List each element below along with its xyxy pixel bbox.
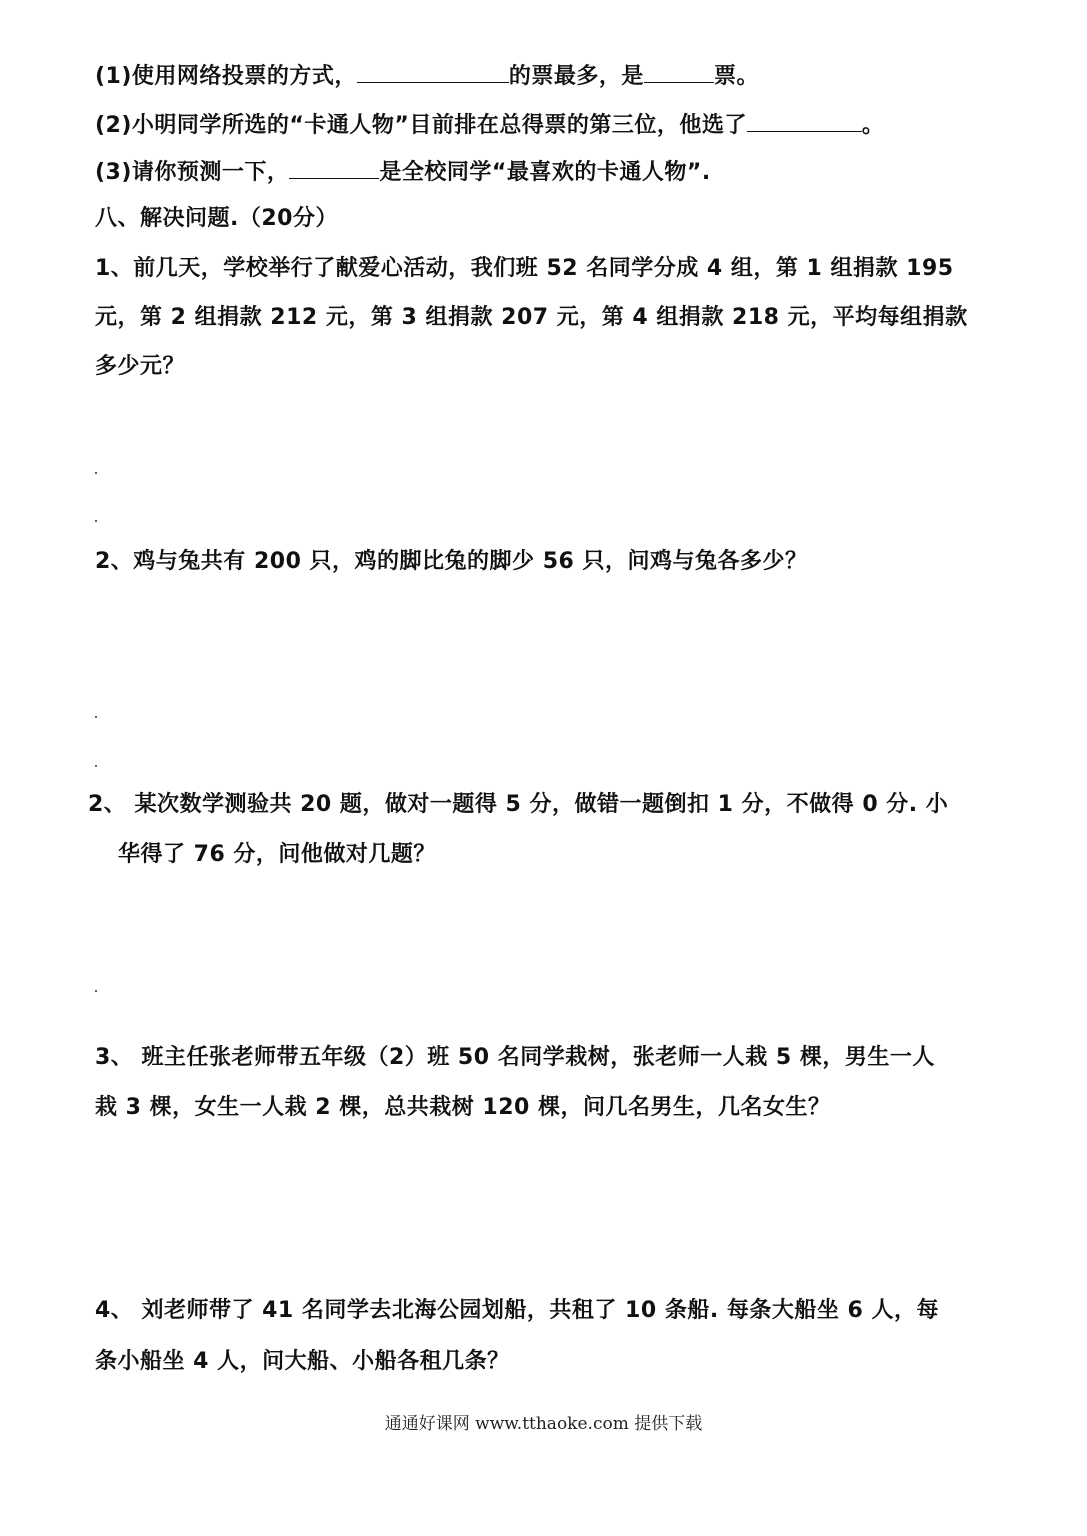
scan-speck [95, 716, 97, 718]
footer-source: 通通好课网 www.tthaoke.com 提供下载 [384, 1414, 703, 1434]
problem-5-line-1: 4、 刘老师带了 41 名同学去北海公园划船，共租了 10 条船. 每条大船坐 6 人，每 [95, 1298, 939, 1323]
problem-2-line-1: 2、鸡与兔共有 200 只，鸡的脚比兔的脚少 56 只，问鸡与兔各多少？ [95, 549, 808, 574]
answer-blank-1b[interactable] [644, 60, 714, 83]
q3-suffix: 是全校同学“最喜欢的卡通人物”. [379, 160, 711, 185]
fill-in-question-2 [95, 109, 884, 141]
fill-in-question-1 [95, 60, 759, 92]
scan-speck [95, 765, 97, 767]
scan-speck [95, 520, 97, 522]
q1-prefix: (1)使用网络投票的方式， [95, 64, 357, 89]
scan-speck [95, 990, 97, 992]
answer-blank-2[interactable] [747, 109, 862, 132]
q2-prefix: (2)小明同学所选的“卡通人物”目前排在总得票的第三位，他选了 [95, 113, 747, 138]
fill-in-question-3 [95, 156, 711, 188]
q3-prefix: (3)请你预测一下， [95, 160, 290, 185]
problem-1-line-2: 元，第 2 组捐款 212 元，第 3 组捐款 207 元，第 4 组捐款 218 元，平均每组捐款 [95, 305, 968, 330]
section-heading: 八、解决问题.（20分） [95, 206, 338, 231]
problem-1-line-1: 1、前几天，学校举行了献爱心活动，我们班 52 名同学分成 4 组，第 1 组捐款 195 [95, 256, 954, 281]
problem-5-line-2: 条小船坐 4 人，问大船、小船各租几条？ [95, 1349, 510, 1374]
q2-suffix: 。 [861, 113, 885, 138]
answer-blank-1a[interactable] [357, 60, 509, 83]
problem-1-line-3: 多少元？ [95, 354, 186, 379]
problem-4-line-1: 3、 班主任张老师带五年级（2）班 50 名同学栽树，张老师一人栽 5 棵，男生一人 [95, 1045, 935, 1070]
scan-speck [95, 472, 97, 474]
problem-3-line-1: 2、 某次数学测验共 20 题，做对一题得 5 分，做错一题倒扣 1 分，不做得 0 分. 小 [88, 792, 949, 817]
problem-4-line-2: 栽 3 棵，女生一人栽 2 棵，总共栽树 120 棵，问几名男生，几名女生？ [95, 1095, 831, 1120]
answer-blank-3[interactable] [289, 156, 379, 179]
problem-3-line-2: 华得了 76 分，问他做对几题？ [118, 842, 436, 867]
q1-suffix: 票。 [713, 64, 759, 89]
q1-middle: 的票最多，是 [508, 64, 644, 89]
